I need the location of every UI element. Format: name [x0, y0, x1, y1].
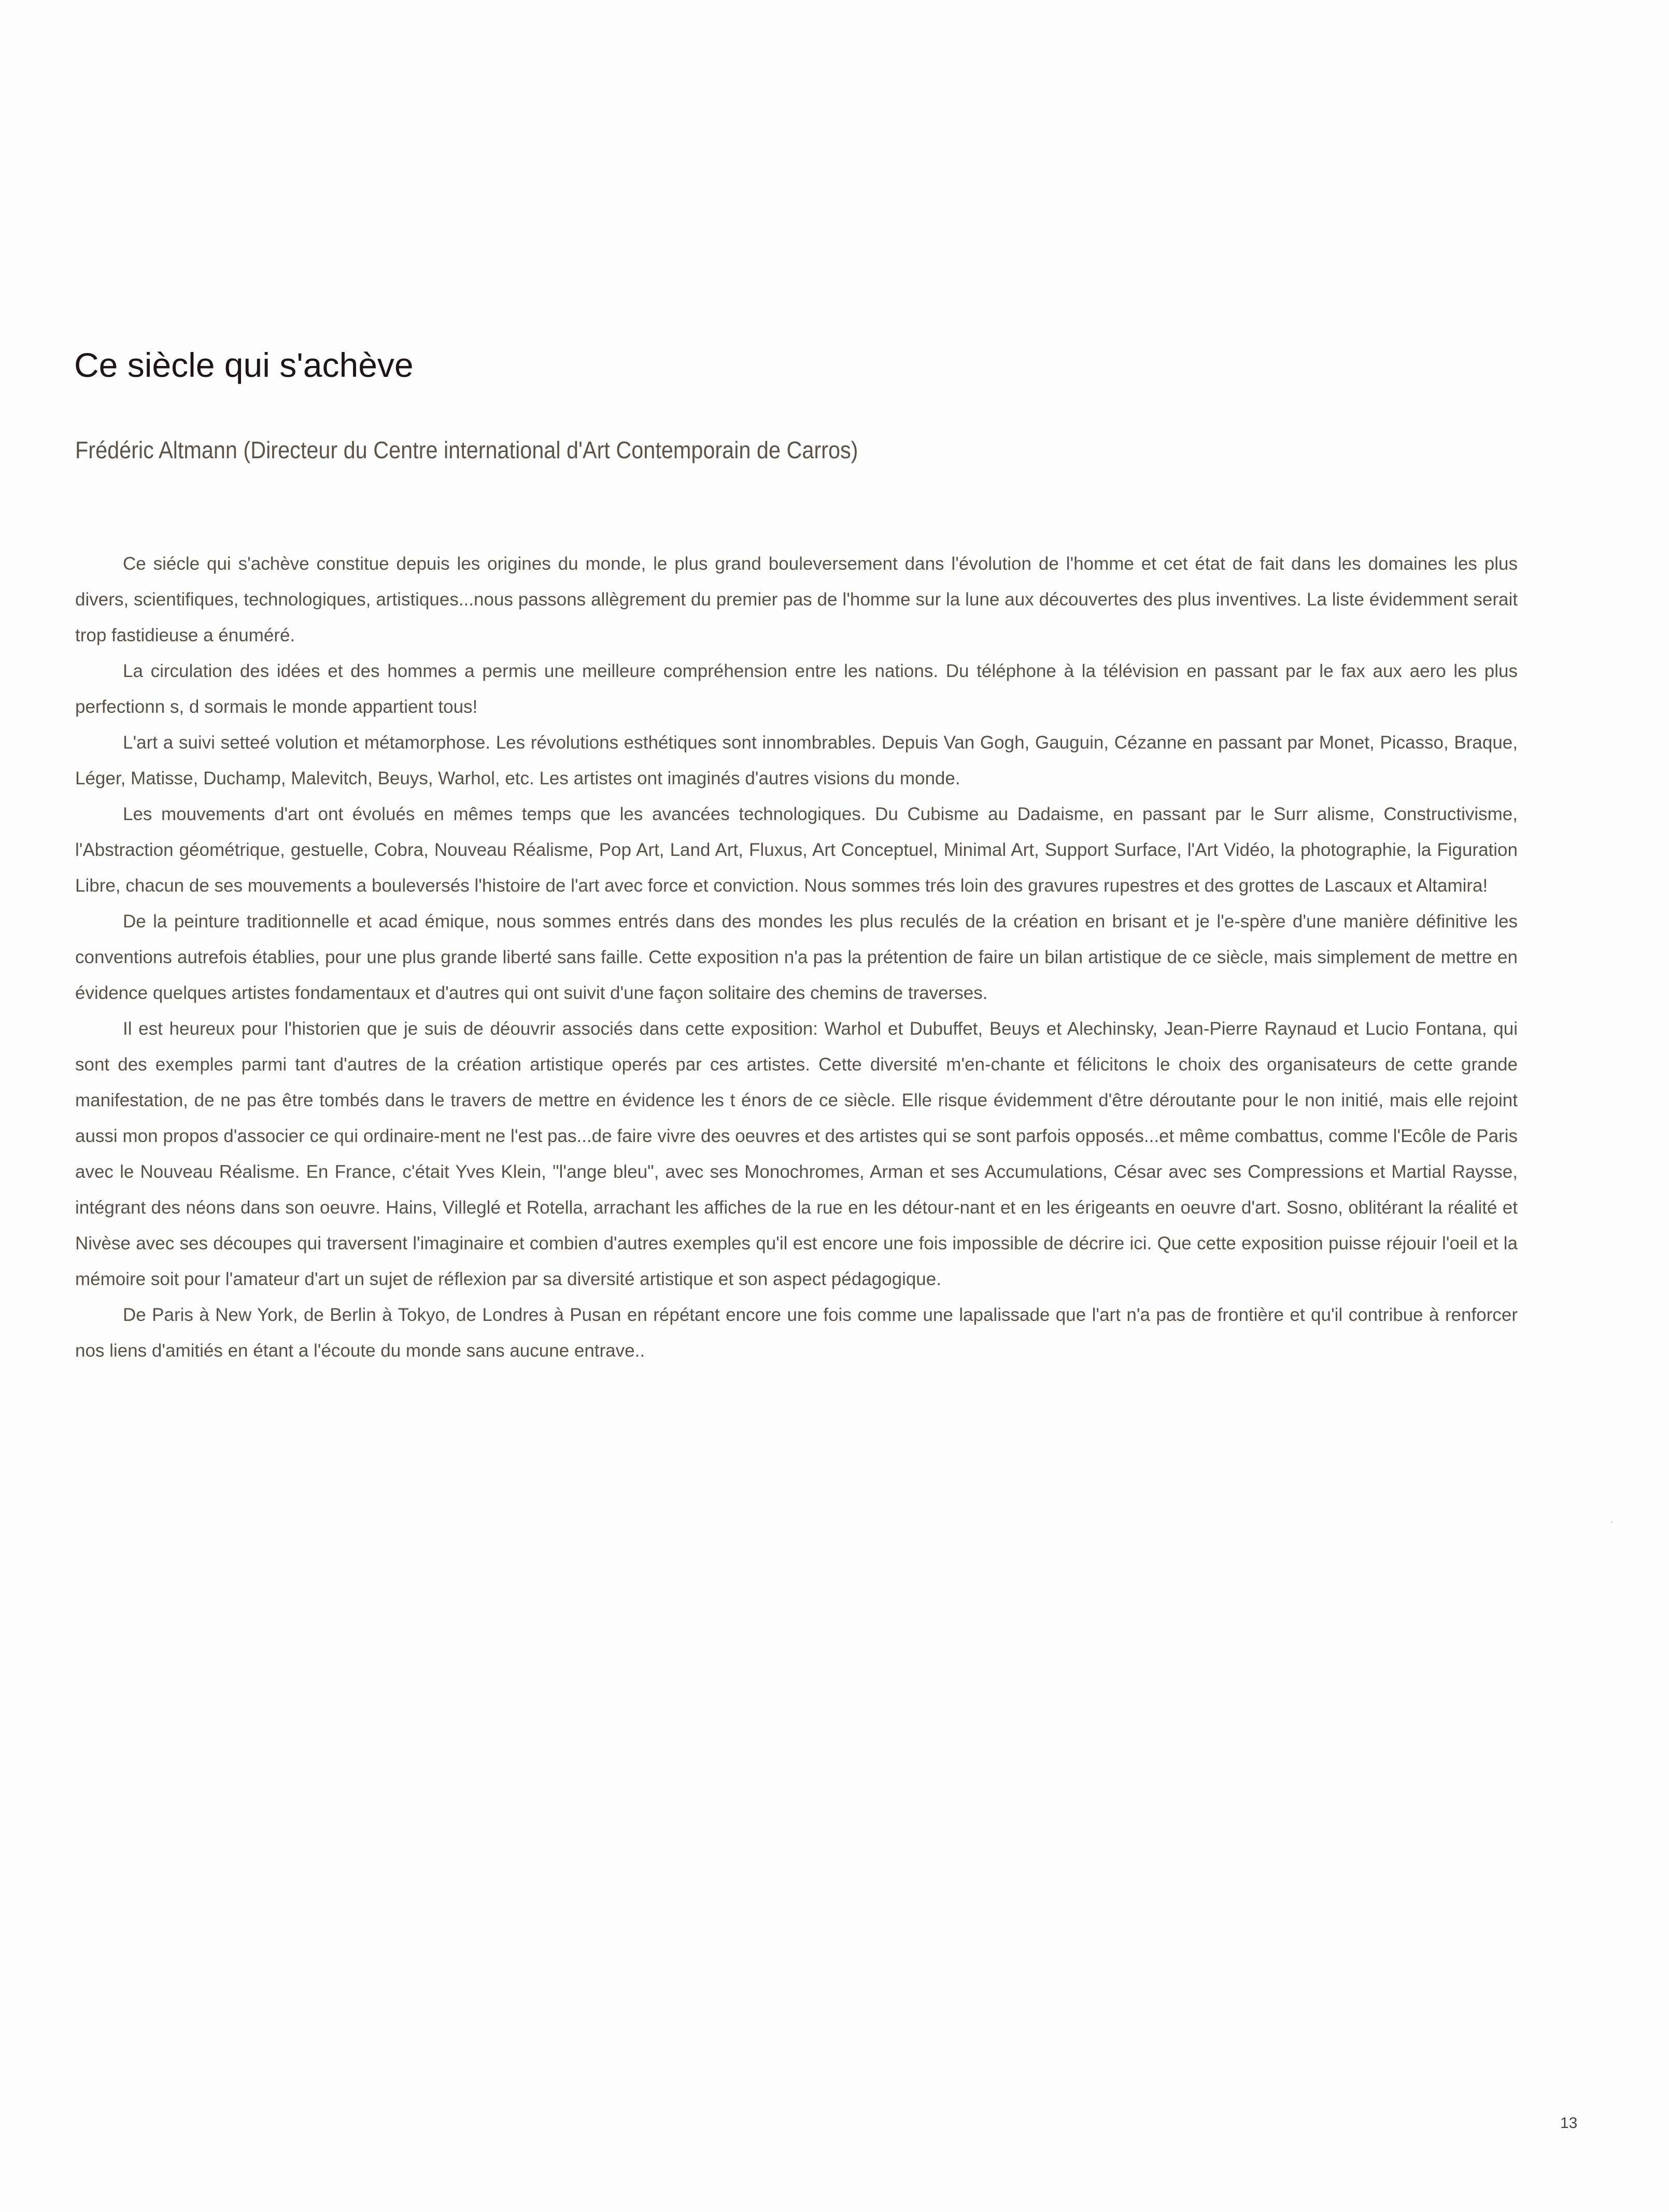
paragraph: L'art a suivi setteé volution et métamorphose. Les révolutions esthétiques sont innombrables. Depuis Van Gogh, Gauguin, Cézanne en passant par Monet, Picasso, Braque, Léger, Matisse, Duchamp, Malevitch, Beuys, Warhol, etc. Les artistes ont imaginés d'autres visions du monde.	[75, 732, 1518, 788]
paragraph: De Paris à New York, de Berlin à Tokyo, de Londres à Pusan en répétant encore une fois comme une lapalissade que l'art n'a pas de frontière et qu'il contribue à renforcer nos liens d'amitiés en étant a l'écoute du monde sans aucune entrave..	[75, 1305, 1518, 1361]
print-speck	[1611, 1521, 1613, 1523]
paragraph: Les mouvements d'art ont évolués en mêmes temps que les avancées technologiques. Du Cubisme au Dadaisme, en passant par le Surr alisme, Constructivisme, l'Abstraction géométrique, gestuelle, Cobra, Nouveau Réalisme, Pop Art, Land Art, Fluxus, Art Conceptuel, Minimal Art, Support Surface, l'Art Vidéo, la photographie, la Figuration Libre, chacun de ses mouvements a bouleversés l'histoire de l'art avec force et conviction. Nous sommes trés loin des gravures rupestres et des grottes de Lascaux et Altamira!	[75, 804, 1518, 896]
paragraph: De la peinture traditionnelle et acad émique, nous sommes entrés dans des mondes les plus reculés de la création en brisant et je l'e-spère d'une manière définitive les conventions autrefois établies, pour une plus grande liberté sans faille. Cette exposition n'a pas la prétention de faire un bilan artistique de ce siècle, mais simplement de mettre en évidence quelques artistes fondamentaux et d'autres qui ont suivit d'une façon solitaire des chemins de traverses.	[75, 911, 1518, 1003]
paragraph: Il est heureux pour l'historien que je suis de déouvrir associés dans cette exposition: Warhol et Dubuffet, Beuys et Alechinsky, Jean-Pierre Raynaud et Lucio Fontana, qui sont des exemples parmi tant d'autres de la création artistique operés par ces artistes. Cette diversité m'en-chante et félicitons le choix des organisateurs de cette grande manifestation, de ne pas être tombés dans le travers de mettre en évidence les t énors de ce siècle. Elle risque évidemment d'être déroutante pour le non initié, mais elle rejoint aussi mon propos d'associer ce qui ordinaire-ment ne l'est pas...de faire vivre des oeuvres et des artistes qui se sont parfois opposés...et même combattus, comme l'Ecôle de Paris avec le Nouveau Réalisme. En France, c'était Yves Klein, "l'ange bleu", avec ses Monochromes, Arman et ses Accumulations, César avec ses Compressions et Martial Raysse, intégrant des néons dans son oeuvre. Hains, Villeglé et Rotella, arrachant les affiches de la rue en les détour-nant et en les érigeants en oeuvre d'art. Sosno, oblitérant la réalité et Nivèse avec ses découpes qui traversent l'imaginaire et combien d'autres exemples qu'il est encore une fois impossible de décrire ici. Que cette exposition puisse réjouir l'oeil et la mémoire soit pour l'amateur d'art un sujet de réflexion par sa diversité artistique et son aspect pédagogique.	[75, 1019, 1518, 1289]
article-title: Ce siècle qui s'achève	[74, 346, 414, 384]
paragraph: Ce siécle qui s'achève constitue depuis les origines du monde, le plus grand bouleversement dans l'évolution de l'homme et cet état de fait dans les domaines les plus divers, scientifiques, technologiques, artistiques...nous passons allègrement du premier pas de l'homme sur la lune aux découvertes des plus inventives. La liste évidemment serait trop fastidieuse a énuméré.	[75, 554, 1518, 645]
page-number: 13	[1560, 2115, 1578, 2132]
article-body	[75, 546, 1518, 1369]
paragraph: La circulation des idées et des hommes a permis une meilleure compréhension entre les nations. Du téléphone à la télévision en passant par le fax aux aero les plus perfectionn s, d sormais le monde appartient tous!	[75, 661, 1518, 717]
article-byline: Frédéric Altmann (Directeur du Centre international d'Art Contemporain de Carros)	[75, 436, 858, 463]
